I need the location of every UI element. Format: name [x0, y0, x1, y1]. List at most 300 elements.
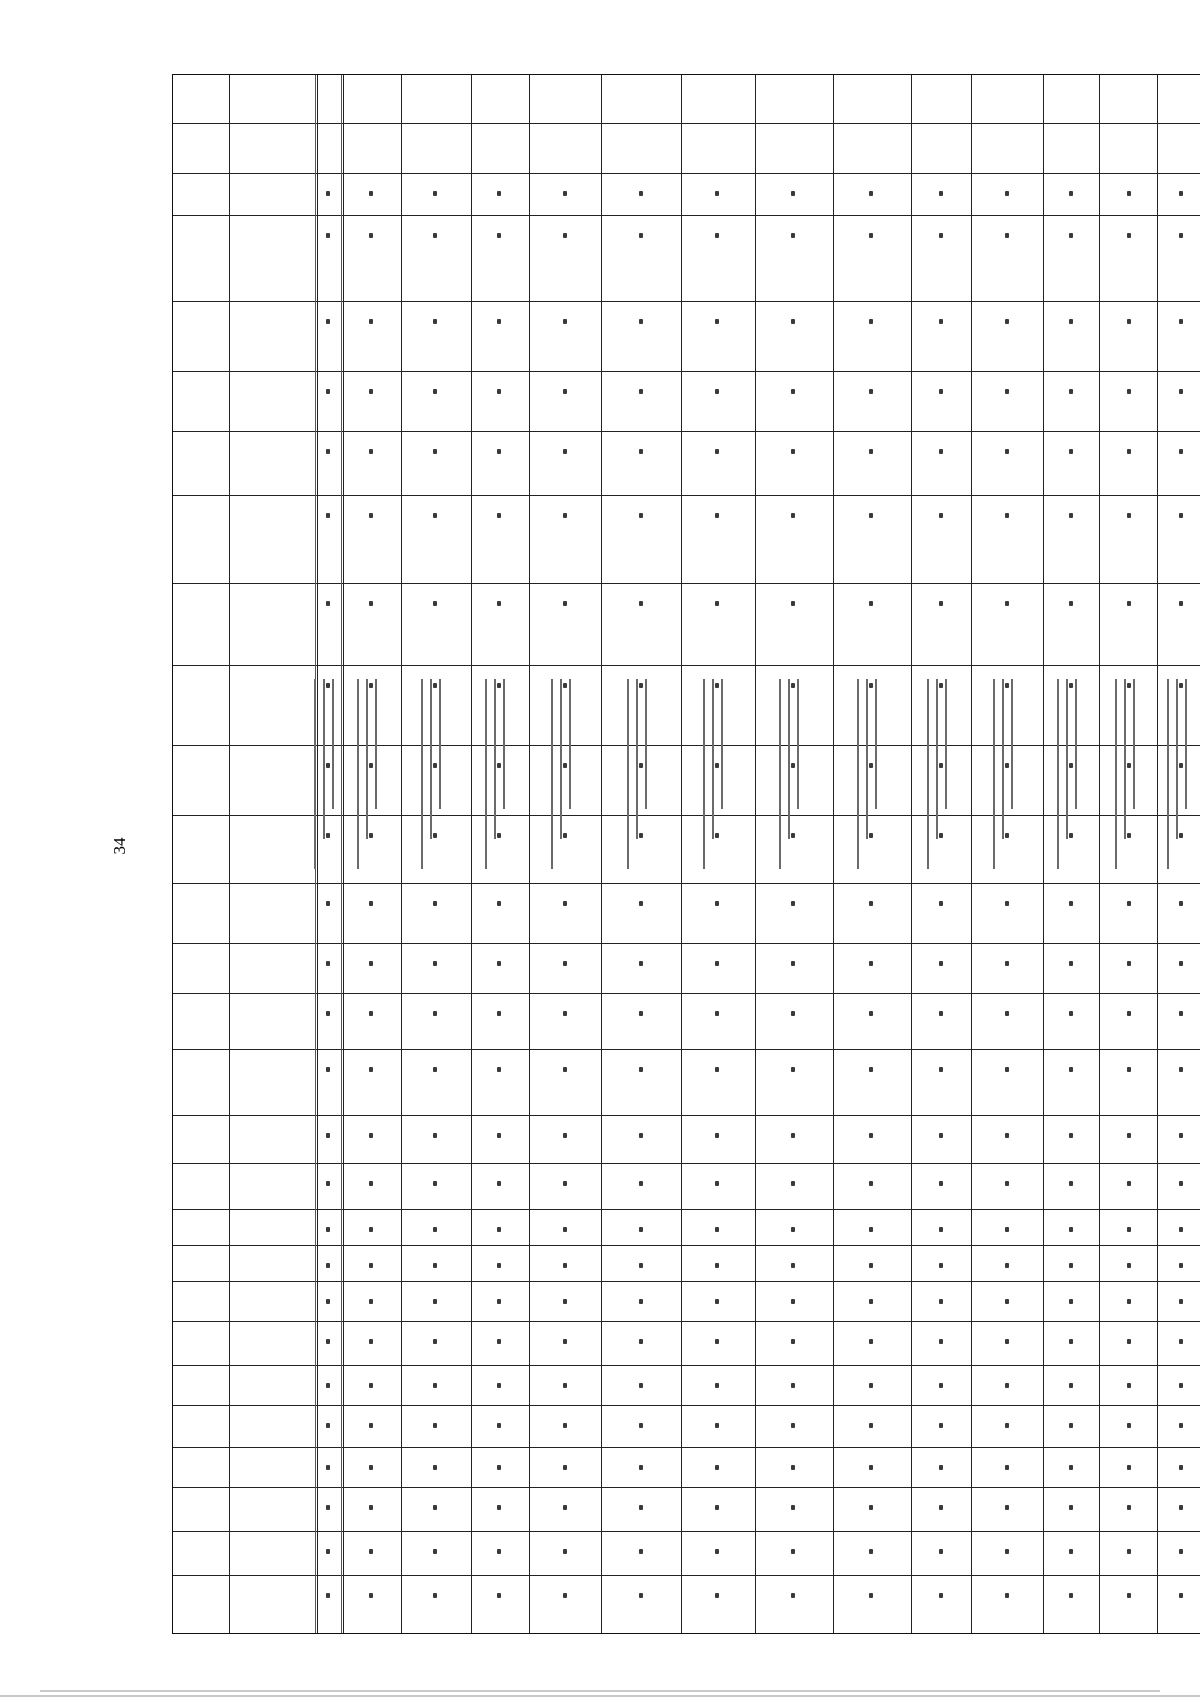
table-text-line — [569, 679, 571, 809]
table-cell-glyph — [563, 1227, 567, 1232]
table-text-line — [503, 679, 505, 809]
table-cell-glyph — [1127, 1299, 1131, 1304]
table-text-line — [797, 679, 799, 809]
table-grid-line — [173, 1575, 1200, 1576]
table-cell-glyph — [715, 1263, 719, 1268]
table-cell-glyph — [639, 233, 643, 238]
table-text-line — [645, 679, 647, 809]
table-cell-glyph — [715, 319, 719, 324]
table-cell-glyph — [369, 683, 373, 688]
table-cell-glyph — [497, 833, 501, 838]
table-cell-glyph — [869, 319, 873, 324]
table-cell-glyph — [497, 1263, 501, 1268]
table-cell-glyph — [791, 1339, 795, 1344]
table-cell-glyph — [497, 1339, 501, 1344]
table-text-line — [627, 679, 629, 869]
table-grid-line — [911, 75, 912, 1633]
table-cell-glyph — [715, 1067, 719, 1072]
table-cell-glyph — [497, 1383, 501, 1388]
table-cell-glyph — [939, 1383, 943, 1388]
table-cell-glyph — [433, 1383, 437, 1388]
table-cell-glyph — [715, 449, 719, 454]
table-cell-glyph — [563, 1465, 567, 1470]
table-cell-glyph — [1069, 961, 1073, 966]
table-cell-glyph — [563, 233, 567, 238]
table-cell-glyph — [1179, 513, 1183, 518]
table-cell-glyph — [1179, 1263, 1183, 1268]
table-cell-glyph — [1127, 319, 1131, 324]
table-cell-glyph — [563, 833, 567, 838]
table-grid-line — [173, 495, 1200, 496]
table-cell-glyph — [1069, 1423, 1073, 1428]
table-text-line — [1124, 679, 1126, 839]
table-cell-glyph — [1005, 233, 1009, 238]
table-text-line — [857, 679, 859, 869]
table-cell-glyph — [1005, 1299, 1009, 1304]
table-cell-glyph — [639, 449, 643, 454]
table-cell-glyph — [939, 233, 943, 238]
table-cell-glyph — [433, 1505, 437, 1510]
table-cell-glyph — [869, 1505, 873, 1510]
table-cell-glyph — [1005, 1011, 1009, 1016]
table-cell-glyph — [326, 683, 330, 688]
table-cell-glyph — [1005, 1593, 1009, 1598]
table-cell-glyph — [939, 319, 943, 324]
table-cell-glyph — [497, 1227, 501, 1232]
table-cell-glyph — [791, 1505, 795, 1510]
table-cell-glyph — [639, 601, 643, 606]
table-cell-glyph — [939, 1011, 943, 1016]
table-cell-glyph — [369, 1067, 373, 1072]
table-cell-glyph — [433, 1593, 437, 1598]
table-cell-glyph — [369, 513, 373, 518]
table-cell-glyph — [869, 1383, 873, 1388]
table-cell-glyph — [369, 901, 373, 906]
table-cell-glyph — [715, 513, 719, 518]
scan-artifact — [0, 1695, 1200, 1697]
table-text-line — [494, 679, 496, 839]
table-cell-glyph — [563, 683, 567, 688]
table-cell-glyph — [715, 1227, 719, 1232]
table-cell-glyph — [791, 1011, 795, 1016]
table-text-line — [551, 679, 553, 869]
table-cell-glyph — [791, 1593, 795, 1598]
table-cell-glyph — [1069, 1339, 1073, 1344]
table-cell-glyph — [1069, 1011, 1073, 1016]
table-cell-glyph — [715, 1299, 719, 1304]
table-cell-glyph — [715, 683, 719, 688]
table-cell-glyph — [791, 683, 795, 688]
table-cell-glyph — [869, 1181, 873, 1186]
table-cell-glyph — [939, 1133, 943, 1138]
table-cell-glyph — [715, 233, 719, 238]
table-cell-glyph — [433, 833, 437, 838]
table-cell-glyph — [715, 1593, 719, 1598]
table-cell-glyph — [1069, 683, 1073, 688]
table-cell-glyph — [1069, 1299, 1073, 1304]
table-cell-glyph — [433, 1067, 437, 1072]
table-cell-glyph — [563, 763, 567, 768]
table-cell-glyph — [433, 683, 437, 688]
table-cell-glyph — [1127, 601, 1131, 606]
table-text-line — [993, 679, 995, 869]
table-cell-glyph — [939, 1549, 943, 1554]
table-cell-glyph — [497, 961, 501, 966]
table-grid-line — [173, 883, 1200, 884]
table-cell-glyph — [869, 389, 873, 394]
table-cell-glyph — [1005, 1423, 1009, 1428]
table-grid-line — [173, 301, 1200, 302]
table-cell-glyph — [326, 901, 330, 906]
table-cell-glyph — [791, 1383, 795, 1388]
table-cell-glyph — [869, 1299, 873, 1304]
table-cell-glyph — [639, 191, 643, 196]
table-cell-glyph — [715, 833, 719, 838]
table-cell-glyph — [563, 1263, 567, 1268]
table-cell-glyph — [1069, 763, 1073, 768]
table-text-line — [945, 679, 947, 809]
table-cell-glyph — [639, 1299, 643, 1304]
table-cell-glyph — [1179, 319, 1183, 324]
table-cell-glyph — [563, 1593, 567, 1598]
table-cell-glyph — [639, 1067, 643, 1072]
table-cell-glyph — [1005, 1549, 1009, 1554]
table-cell-glyph — [563, 449, 567, 454]
table-cell-glyph — [1179, 833, 1183, 838]
table-cell-glyph — [326, 233, 330, 238]
table-text-line — [1115, 679, 1117, 869]
table-cell-glyph — [715, 601, 719, 606]
table-text-line — [936, 679, 938, 839]
table-cell-glyph — [326, 1011, 330, 1016]
table-cell-glyph — [939, 449, 943, 454]
table-cell-glyph — [1069, 233, 1073, 238]
table-cell-glyph — [1127, 683, 1131, 688]
table-cell-glyph — [639, 389, 643, 394]
table-cell-glyph — [1179, 1593, 1183, 1598]
table-header-band — [173, 75, 230, 1633]
table-cell-glyph — [869, 683, 873, 688]
table-cell-glyph — [563, 901, 567, 906]
table-cell-glyph — [791, 763, 795, 768]
table-cell-glyph — [791, 191, 795, 196]
table-grid-line — [173, 1531, 1200, 1532]
table-cell-glyph — [1069, 1181, 1073, 1186]
table-cell-glyph — [639, 1263, 643, 1268]
table-cell-glyph — [1005, 1263, 1009, 1268]
table-cell-glyph — [1127, 1227, 1131, 1232]
table-cell-glyph — [433, 1339, 437, 1344]
table-cell-glyph — [433, 1299, 437, 1304]
table-cell-glyph — [1005, 601, 1009, 606]
table-text-line — [866, 679, 868, 839]
table-cell-glyph — [1127, 833, 1131, 838]
table-cell-glyph — [369, 1505, 373, 1510]
table-cell-glyph — [497, 1465, 501, 1470]
table-cell-glyph — [1127, 1383, 1131, 1388]
table-cell-glyph — [1179, 763, 1183, 768]
table-cell-glyph — [1127, 1549, 1131, 1554]
table-cell-glyph — [791, 1465, 795, 1470]
table-cell-glyph — [1179, 1181, 1183, 1186]
table-grid-line — [173, 993, 1200, 994]
table-cell-glyph — [1005, 1339, 1009, 1344]
table-grid-line — [173, 1447, 1200, 1448]
table-cell-glyph — [869, 1011, 873, 1016]
table-cell-glyph — [939, 1423, 943, 1428]
table-cell-glyph — [1179, 1549, 1183, 1554]
table-grid-line — [173, 1321, 1200, 1322]
table-cell-glyph — [369, 1181, 373, 1186]
table-cell-glyph — [563, 1549, 567, 1554]
table-cell-glyph — [939, 1181, 943, 1186]
page-number: 34 — [110, 837, 129, 855]
table-cell-glyph — [939, 833, 943, 838]
table-cell-glyph — [433, 191, 437, 196]
table-cell-glyph — [1179, 1227, 1183, 1232]
table-cell-glyph — [1069, 1227, 1073, 1232]
table-grid-line — [681, 75, 682, 1633]
table-cell-glyph — [715, 1383, 719, 1388]
table-cell-glyph — [639, 1339, 643, 1344]
table-grid-line — [1099, 75, 1100, 1633]
table-cell-glyph — [326, 1227, 330, 1232]
table-cell-glyph — [869, 1133, 873, 1138]
table-cell-glyph — [639, 961, 643, 966]
table-cell-glyph — [791, 449, 795, 454]
table-grid-line — [173, 371, 1200, 372]
table-cell-glyph — [1179, 901, 1183, 906]
table-cell-glyph — [497, 1299, 501, 1304]
table-cell-glyph — [1005, 763, 1009, 768]
table-cell-glyph — [1127, 513, 1131, 518]
table-cell-glyph — [563, 389, 567, 394]
table-cell-glyph — [369, 1549, 373, 1554]
table-cell-glyph — [869, 601, 873, 606]
table-cell-glyph — [1127, 1181, 1131, 1186]
table-text-line — [1167, 679, 1169, 869]
table-cell-glyph — [369, 1263, 373, 1268]
table-cell-glyph — [1127, 1263, 1131, 1268]
table-cell-glyph — [939, 1263, 943, 1268]
table-cell-glyph — [326, 1593, 330, 1598]
table-grid-line — [173, 583, 1200, 584]
table-cell-glyph — [1127, 191, 1131, 196]
table-grid-line — [173, 1281, 1200, 1282]
table-grid-line — [173, 1405, 1200, 1406]
table-grid-line — [755, 75, 756, 1633]
table-cell-glyph — [433, 1423, 437, 1428]
table-cell-glyph — [1127, 1011, 1131, 1016]
table-cell-glyph — [1005, 1383, 1009, 1388]
table-cell-glyph — [1127, 1067, 1131, 1072]
table-cell-glyph — [1005, 1465, 1009, 1470]
table-grid-line — [173, 943, 1200, 944]
table-cell-glyph — [497, 449, 501, 454]
table-cell-glyph — [869, 1263, 873, 1268]
table-cell-glyph — [869, 513, 873, 518]
table-cell-glyph — [869, 901, 873, 906]
table-cell-glyph — [1069, 389, 1073, 394]
table-cell-glyph — [715, 901, 719, 906]
table-cell-glyph — [497, 1505, 501, 1510]
table-cell-glyph — [715, 191, 719, 196]
table-cell-glyph — [563, 1181, 567, 1186]
table-cell-glyph — [326, 1263, 330, 1268]
table-grid-line — [173, 123, 1200, 124]
table-text-line — [366, 679, 368, 839]
table-cell-glyph — [326, 1383, 330, 1388]
table-cell-glyph — [433, 1465, 437, 1470]
table-cell-glyph — [791, 1067, 795, 1072]
table-cell-glyph — [1005, 319, 1009, 324]
table-cell-glyph — [1179, 389, 1183, 394]
table-cell-glyph — [869, 1227, 873, 1232]
table-cell-glyph — [715, 1465, 719, 1470]
table-cell-glyph — [1005, 449, 1009, 454]
table-cell-glyph — [1179, 191, 1183, 196]
table-cell-glyph — [639, 1505, 643, 1510]
table-cell-glyph — [1179, 1505, 1183, 1510]
table-cell-glyph — [433, 1133, 437, 1138]
table-cell-glyph — [369, 833, 373, 838]
table-grid-line — [173, 665, 1200, 666]
table-grid-line — [173, 1245, 1200, 1246]
table-grid-line — [173, 745, 1200, 746]
table-text-line — [721, 679, 723, 809]
table-cell-glyph — [1179, 1067, 1183, 1072]
table-cell-glyph — [939, 601, 943, 606]
table-cell-glyph — [1005, 833, 1009, 838]
table-cell-glyph — [326, 319, 330, 324]
table-cell-glyph — [715, 961, 719, 966]
table-cell-glyph — [1005, 191, 1009, 196]
table-cell-glyph — [639, 833, 643, 838]
table-cell-glyph — [563, 961, 567, 966]
table-cell-glyph — [791, 1549, 795, 1554]
table-cell-glyph — [939, 961, 943, 966]
table-cell-glyph — [1179, 961, 1183, 966]
table-cell-glyph — [869, 833, 873, 838]
table-cell-glyph — [939, 1339, 943, 1344]
table-cell-glyph — [369, 389, 373, 394]
table-cell-glyph — [433, 1549, 437, 1554]
table-cell-glyph — [1005, 901, 1009, 906]
table-cell-glyph — [1127, 1465, 1131, 1470]
table-cell-glyph — [1127, 389, 1131, 394]
table-cell-glyph — [433, 389, 437, 394]
table-grid-line — [601, 75, 602, 1633]
table-cell-glyph — [497, 513, 501, 518]
table-text-line — [485, 679, 487, 869]
table-grid-line — [341, 75, 342, 1633]
table-cell-glyph — [326, 191, 330, 196]
table-cell-glyph — [326, 1181, 330, 1186]
table-cell-glyph — [1127, 1505, 1131, 1510]
table-cell-glyph — [939, 191, 943, 196]
table-cell-glyph — [497, 683, 501, 688]
table-cell-glyph — [715, 763, 719, 768]
table-cell-glyph — [639, 1549, 643, 1554]
table-cell-glyph — [433, 961, 437, 966]
table-cell-glyph — [791, 961, 795, 966]
table-cell-glyph — [369, 191, 373, 196]
table-cell-glyph — [1069, 319, 1073, 324]
table-cell-glyph — [497, 901, 501, 906]
table-cell-glyph — [369, 1465, 373, 1470]
table-cell-glyph — [563, 1339, 567, 1344]
table-cell-glyph — [869, 1339, 873, 1344]
table-cell-glyph — [497, 1549, 501, 1554]
table-cell-glyph — [369, 1133, 373, 1138]
table-cell-glyph — [369, 1227, 373, 1232]
table-cell-glyph — [1127, 1133, 1131, 1138]
table-cell-glyph — [791, 513, 795, 518]
table-cell-glyph — [791, 389, 795, 394]
table-cell-glyph — [715, 1011, 719, 1016]
table-cell-glyph — [791, 1299, 795, 1304]
table-cell-glyph — [326, 601, 330, 606]
table-cell-glyph — [563, 1423, 567, 1428]
table-cell-glyph — [715, 1505, 719, 1510]
table-cell-glyph — [1179, 449, 1183, 454]
table-cell-glyph — [1069, 901, 1073, 906]
table-cell-glyph — [326, 1423, 330, 1428]
table-grid-line — [173, 431, 1200, 432]
table-cell-glyph — [791, 1181, 795, 1186]
scan-artifact — [40, 1690, 1160, 1692]
table-grid-line — [173, 1163, 1200, 1164]
table-cell-glyph — [791, 319, 795, 324]
table-text-line — [636, 679, 638, 839]
table-cell-glyph — [563, 1505, 567, 1510]
table-cell-glyph — [791, 833, 795, 838]
table-cell-glyph — [869, 233, 873, 238]
table-cell-glyph — [791, 1227, 795, 1232]
table-cell-glyph — [1179, 1339, 1183, 1344]
table-text-line — [1011, 679, 1013, 809]
table-cell-glyph — [326, 1299, 330, 1304]
table-cell-glyph — [326, 763, 330, 768]
table-cell-glyph — [715, 1549, 719, 1554]
table-text-line — [375, 679, 377, 809]
table-header-band — [317, 75, 344, 1633]
table-grid-line — [173, 1487, 1200, 1488]
table-cell-glyph — [1005, 1227, 1009, 1232]
table-grid-line — [173, 1049, 1200, 1050]
table-cell-glyph — [563, 1299, 567, 1304]
table-cell-glyph — [715, 1181, 719, 1186]
table-grid-line — [173, 1209, 1200, 1210]
table-cell-glyph — [639, 1181, 643, 1186]
table-grid-line — [173, 1365, 1200, 1366]
table-text-line — [430, 679, 432, 839]
budget-program-table — [172, 74, 1200, 1634]
table-cell-glyph — [639, 901, 643, 906]
table-cell-glyph — [639, 513, 643, 518]
table-cell-glyph — [939, 1299, 943, 1304]
table-cell-glyph — [1069, 191, 1073, 196]
table-cell-glyph — [433, 1011, 437, 1016]
table-cell-glyph — [1069, 1549, 1073, 1554]
table-cell-glyph — [1069, 1133, 1073, 1138]
table-cell-glyph — [1179, 1423, 1183, 1428]
table-cell-glyph — [791, 233, 795, 238]
table-cell-glyph — [1179, 1465, 1183, 1470]
table-cell-glyph — [939, 763, 943, 768]
table-cell-glyph — [939, 513, 943, 518]
table-cell-glyph — [369, 763, 373, 768]
